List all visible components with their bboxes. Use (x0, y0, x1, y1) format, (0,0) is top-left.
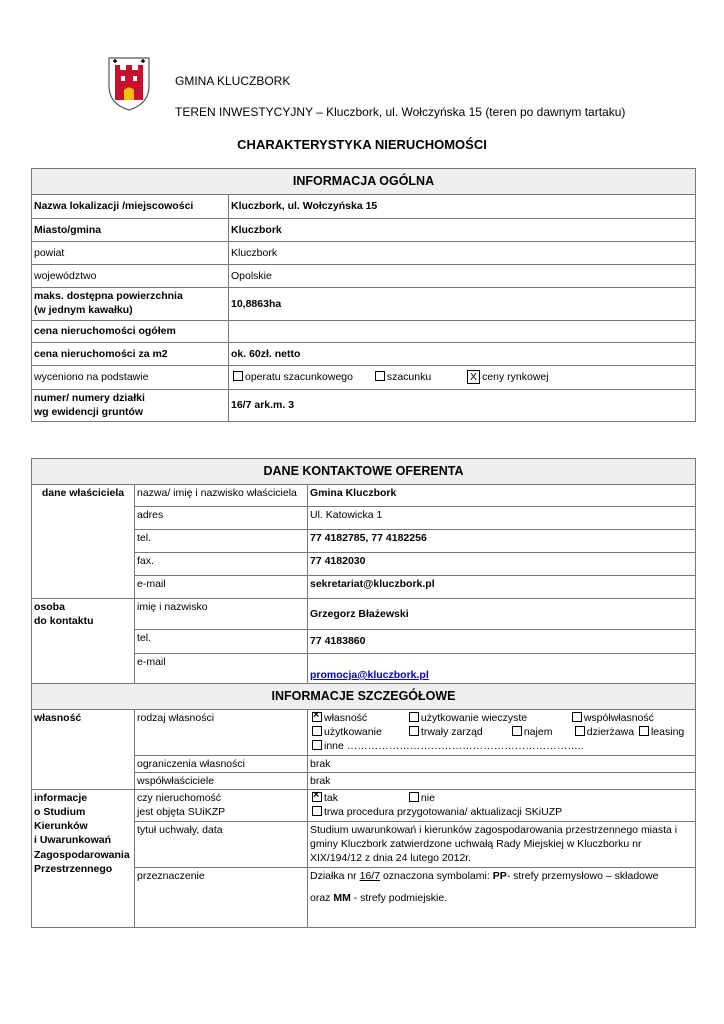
row-value: Gmina Kluczbork (308, 485, 696, 507)
option-label: trwały zarząd (420, 726, 483, 739)
row-label (32, 390, 229, 422)
group-label-line: o Studium (34, 806, 86, 819)
row-value: Kluczbork, ul. Wołczyńska 15 (229, 195, 696, 219)
table-row (32, 710, 696, 756)
checkbox-unchecked-icon[interactable] (312, 726, 322, 736)
row-label: nazwa/ imię i nazwisko właściciela (135, 485, 308, 507)
purpose-text: Działka nr (310, 869, 360, 882)
checkbox-unchecked-icon[interactable] (409, 712, 419, 722)
checkbox-unchecked-icon[interactable] (375, 371, 385, 381)
row-value: 16/7 ark.m. 3 (229, 390, 696, 422)
table-row (32, 288, 696, 321)
table-row (32, 343, 696, 366)
row-label: Miasto/gmina (32, 219, 229, 242)
row-label: Nazwa lokalizacji /miejscowości (32, 195, 229, 219)
row-value: 77 4183860 (308, 630, 696, 654)
row-value: sekretariat@kluczbork.pl (308, 576, 696, 599)
row-label: współwłaściciele (135, 772, 308, 789)
row-label: adres (135, 507, 308, 530)
row-value: 77 4182030 (308, 553, 696, 576)
contact-person-group-label (32, 599, 135, 684)
checkbox-unchecked-icon[interactable] (312, 806, 322, 816)
table-row (32, 485, 696, 507)
row-label-line: maks. dostępna powierzchnia (34, 290, 183, 302)
row-label-line: czy nieruchomość (137, 791, 222, 804)
row-label-line: wg ewidencji gruntów (34, 406, 144, 419)
coverage-options (308, 789, 696, 821)
table-row (32, 366, 696, 390)
checkbox-unchecked-icon[interactable] (512, 726, 522, 736)
table-row (32, 242, 696, 265)
row-label-line: (w jednym kawałku) (34, 304, 133, 317)
row-label: tytuł uchwały, data (135, 821, 308, 867)
study-group-label (32, 789, 135, 927)
row-value: Grzegorz Błażewski (308, 599, 696, 630)
row-value (229, 321, 696, 343)
valuation-options (229, 366, 696, 390)
row-value: ok. 60zł. netto (229, 343, 696, 366)
row-value: Kluczbork (229, 219, 696, 242)
row-label: e-mail (135, 654, 308, 684)
section-header-details: INFORMACJE SZCZEGÓŁOWE (32, 684, 696, 710)
checkbox-unchecked-icon[interactable] (575, 726, 585, 736)
group-label-line: i Uwarunkowań (34, 834, 112, 847)
row-label: tel. (135, 630, 308, 654)
group-label-line: Przestrzennego (34, 862, 113, 875)
group-label-line: informacje (34, 791, 88, 804)
purpose-text: oraz (310, 892, 334, 905)
row-label: tel. (135, 530, 308, 553)
ownership-group-label: własność (32, 710, 135, 790)
option-label: użytkowanie (324, 726, 382, 739)
purpose-text: - strefy przemysłowo – składowe (506, 869, 659, 882)
checkbox-unchecked-icon[interactable] (639, 726, 649, 736)
row-value: 77 4182785, 77 4182256 (308, 530, 696, 553)
general-section-header-row (32, 169, 696, 195)
ownership-options (308, 710, 696, 756)
plot-number: 16/7 (359, 869, 381, 882)
table-row (32, 789, 696, 821)
row-label: wyceniono na podstawie (32, 366, 229, 390)
option-label: operatu szacunkowego (245, 371, 353, 384)
group-label-line: Zagospodarowania (34, 848, 130, 861)
row-value: Kluczbork (229, 242, 696, 265)
row-label: fax. (135, 553, 308, 576)
purpose-text: - strefy podmiejskie. (350, 892, 448, 905)
zone-symbol: MM (333, 892, 351, 905)
section-header-contact: DANE KONTAKTOWE OFERENTA (32, 459, 696, 485)
row-label: rodzaj własności (135, 710, 308, 756)
option-label: szacunku (386, 371, 432, 384)
row-label (32, 288, 229, 321)
row-value (308, 654, 696, 684)
purpose-text: oznaczona symbolami: (380, 869, 493, 882)
option-label: użytkowanie wieczyste (420, 712, 528, 724)
row-value: brak (308, 772, 696, 789)
email-link[interactable]: promocja@kluczbork.pl (310, 668, 429, 681)
option-label: własność (324, 712, 368, 724)
general-info-table (31, 168, 696, 422)
row-value: Ul. Katowicka 1 (308, 507, 696, 530)
row-label: imię i nazwisko (135, 599, 308, 630)
row-label: powiat (32, 242, 229, 265)
row-label: ograniczenia własności (135, 755, 308, 772)
row-value: 10,8863ha (229, 288, 696, 321)
details-section-header-row (32, 684, 696, 710)
checkbox-unchecked-icon[interactable] (233, 371, 243, 381)
group-label-line: Kierunków (34, 820, 88, 833)
option-label: tak (324, 791, 339, 804)
municipality-name: GMINA KLUCZBORK (175, 74, 291, 88)
row-label-line: numer/ numery działki (34, 392, 145, 404)
site-description: TEREN INWESTYCYJNY – Kluczbork, ul. Wołczyńska 15 (teren po dawnym tartaku) (175, 105, 626, 119)
row-value: Opolskie (229, 265, 696, 288)
checkbox-checked-icon[interactable] (312, 792, 322, 802)
option-label: najem (523, 726, 553, 739)
checkbox-unchecked-icon[interactable] (312, 740, 322, 750)
row-value: brak (308, 755, 696, 772)
option-label: współwłasność (583, 712, 654, 724)
owner-group-label: dane właściciela (32, 485, 135, 599)
row-label: przeznaczenie (135, 867, 308, 927)
checkbox-unchecked-icon[interactable] (409, 726, 419, 736)
checkbox-checked-icon[interactable]: X (467, 370, 480, 384)
checkbox-unchecked-icon[interactable] (572, 712, 582, 722)
option-label: ceny rynkowej (482, 371, 549, 384)
row-label: województwo (32, 265, 229, 288)
row-label: cena nieruchomości za m2 (32, 343, 229, 366)
row-label: cena nieruchomości ogółem (32, 321, 229, 343)
table-row (32, 599, 696, 630)
table-row (32, 390, 696, 422)
table-row (32, 265, 696, 288)
contact-details-table (31, 458, 696, 928)
table-row (32, 219, 696, 242)
checkbox-checked-icon[interactable] (312, 712, 322, 722)
option-label: nie (420, 791, 435, 804)
row-label (135, 789, 308, 821)
row-label-line: jest objęta SUiKZP (137, 806, 226, 819)
row-value (308, 867, 696, 927)
group-label-line: osoba (34, 601, 65, 613)
page-title: CHARAKTERYSTYKA NIERUCHOMOŚCI (237, 137, 487, 152)
kluczbork-coat-of-arms-icon (106, 56, 152, 112)
group-label-line: do kontaktu (34, 615, 94, 628)
option-label: inne ………………………………………………………….. (324, 740, 584, 753)
section-header-general: INFORMACJA OGÓLNA (32, 169, 696, 195)
option-label: leasing (650, 726, 685, 739)
row-value: Studium uwarunkowań i kierunków zagospodarowania przestrzennego miasta i gminy Kluczbork zatwierdzone uchwałą Rady Miejskiej w Kluczborku nr XIX/194/12 z dnia 24 lutego 2012r. (308, 821, 696, 867)
option-label: dzierżawa (586, 726, 635, 739)
option-label: trwa procedura przygotowania/ aktualizacji SKiUZP (324, 806, 563, 819)
zone-symbol: PP (492, 869, 507, 882)
contact-section-header-row (32, 459, 696, 485)
row-label: e-mail (135, 576, 308, 599)
table-row (32, 195, 696, 219)
checkbox-unchecked-icon[interactable] (409, 792, 419, 802)
table-row (32, 321, 696, 343)
